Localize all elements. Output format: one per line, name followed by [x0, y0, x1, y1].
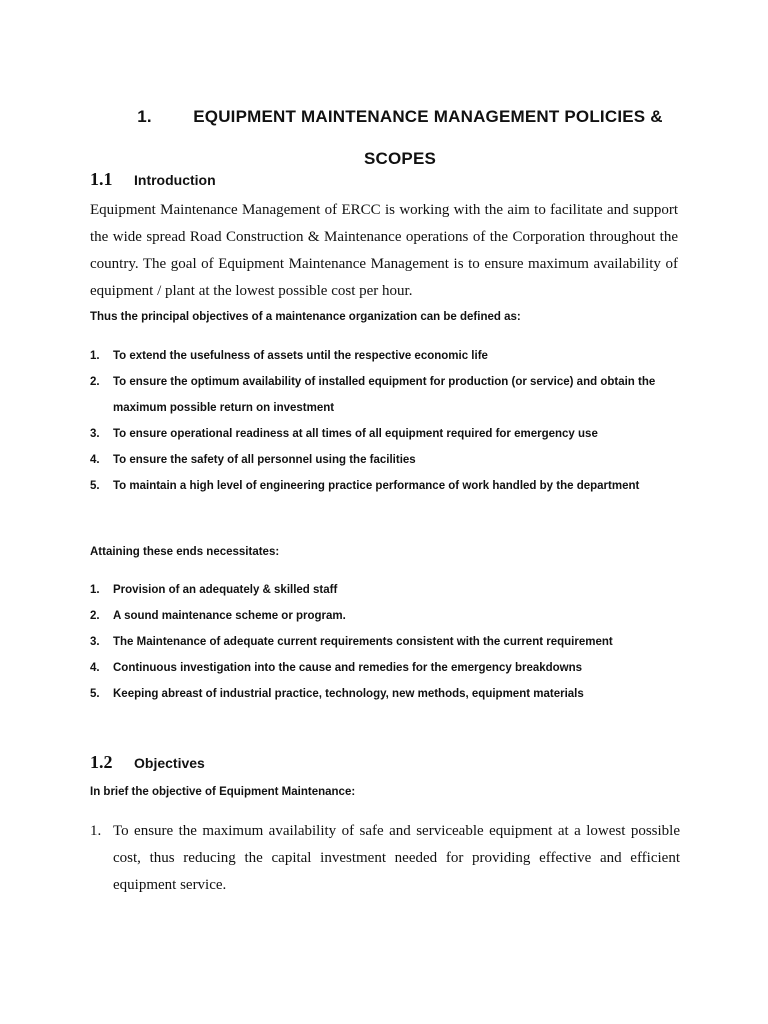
list-item: 3. To ensure operational readiness at all times of all equipment required for emergency use — [90, 428, 598, 440]
list-item: 1. To extend the usefulness of assets until the respective economic life — [90, 350, 488, 362]
maintenance-objectives-list — [90, 818, 680, 899]
list-item: 1. Provision of an adequately & skilled staff — [90, 584, 338, 596]
section-title: Introduction — [134, 172, 216, 188]
ends-lead-text: Attaining these ends necessitates: — [90, 546, 280, 558]
document-title — [120, 96, 680, 180]
list-item: 5. To maintain a high level of engineering practice performance of work handled by the department — [90, 480, 640, 492]
document-title-line-1 — [120, 96, 680, 138]
list-item: 2. A sound maintenance scheme or program. — [90, 610, 346, 622]
list-item: 4. Continuous investigation into the cause and remedies for the emergency breakdowns — [90, 662, 583, 674]
title-text-2: SCOPES — [363, 149, 437, 168]
list-item: 3. The Maintenance of adequate current requirements consistent with the current requirement — [90, 636, 613, 648]
list-item: 4. To ensure the safety of all personnel using the facilities — [90, 454, 416, 466]
objectives-brief-lead: In brief the objective of Equipment Maintenance: — [90, 786, 356, 798]
introduction-paragraph: Equipment Maintenance Management of ERCC is working with the aim to facilitate and support the wide spread Road Construction & Maintenance operations of the Corporation throughout the country. The goal of Equipment Maintenance Management is to ensure maximum availability of equipment / plant at the lowest possible cost per hour. — [90, 202, 678, 299]
section-number: 1.2 — [90, 752, 113, 772]
list-item: 2. To ensure the optimum availability of installed equipment for production (or service) and obtain the maximum possible return on investment — [90, 376, 656, 414]
chapter-number: 1. — [137, 107, 152, 126]
list-item: 1. To ensure the maximum availability of safe and serviceable equipment at a lowest possible cost, thus reducing the capital investment needed for providing effective and efficient equipment service. — [90, 823, 680, 893]
section-heading-1-1 — [90, 169, 216, 193]
title-text-1: EQUIPMENT MAINTENANCE MANAGEMENT POLICIES & — [193, 107, 663, 126]
list-item: 5. Keeping abreast of industrial practice, technology, new methods, equipment materials — [90, 688, 584, 700]
principal-objectives-list — [90, 343, 690, 499]
objectives-lead-text: Thus the principal objectives of a maintenance organization can be defined as: — [90, 311, 521, 323]
section-title: Objectives — [134, 755, 205, 771]
necessities-list — [90, 577, 690, 707]
section-heading-1-2 — [90, 752, 205, 776]
section-number: 1.1 — [90, 169, 113, 189]
